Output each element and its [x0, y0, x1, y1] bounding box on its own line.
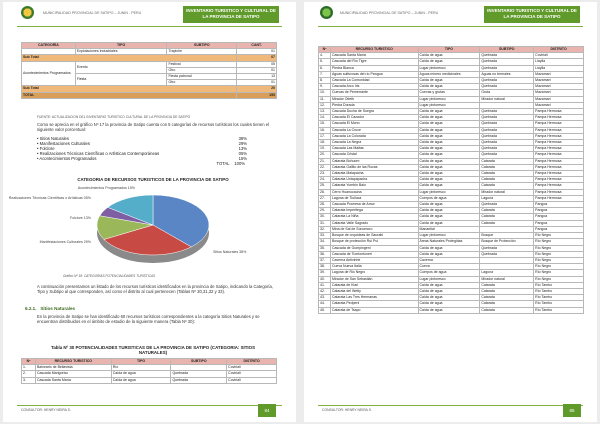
table-cell: Mazamari — [534, 71, 584, 77]
table-cell: Catarata Bohuom — [330, 158, 418, 164]
category-percent-list — [37, 136, 247, 166]
table-cell: Lugar pintoresco — [418, 233, 480, 239]
col-header: TIPO — [111, 359, 171, 365]
table-row — [319, 307, 584, 313]
table-cell: 01 — [237, 80, 277, 86]
table-cell: Catarata — [480, 282, 534, 288]
table-cell: Catarata Yumbin Baio — [330, 183, 418, 189]
table-cell: Cerro Huanucauna — [330, 189, 418, 195]
table-cell: Caída de agua — [418, 282, 480, 288]
table-cell: Catarata — [480, 171, 534, 177]
table-cell: 25. — [319, 183, 331, 189]
table-cell: Caída de agua — [418, 171, 480, 177]
table-cell: Caída de agua — [418, 84, 480, 90]
table-cell: 42. — [319, 288, 331, 294]
table-cell: 9. — [319, 84, 331, 90]
table-cell: Pampa Hermosa — [534, 171, 584, 177]
table-cell: Río Negro — [534, 251, 584, 257]
table-cell: Bosque de Protección — [480, 239, 534, 245]
col-header: CATEGORÍA — [22, 43, 76, 49]
table-cell: Caída de agua — [418, 59, 480, 65]
table-cell: Pangoa — [534, 226, 584, 232]
table-cell: Catarata Valle Sagrado — [330, 220, 418, 226]
table-cell: Caída de agua — [111, 377, 171, 383]
table-cell: Pampa Hermosa — [534, 158, 584, 164]
table-cell: Pangoa — [534, 214, 584, 220]
table-cell: 01 — [237, 49, 277, 55]
table-cell: Catarata — [480, 307, 534, 313]
table-cell: 7. — [319, 71, 331, 77]
col-header: TIPO — [75, 43, 167, 49]
table-cell: Cascada La Comunidad — [330, 78, 418, 84]
table-cell: Mirador natural — [480, 276, 534, 282]
table-cell: 20. — [319, 152, 331, 158]
table-cell: Cascada El Cazador — [330, 115, 418, 121]
table-cell: Catarata del Wetty — [330, 288, 418, 294]
footer-divider — [17, 405, 282, 406]
col-header: Nº — [22, 359, 36, 365]
table-cell: Caída de agua — [418, 53, 480, 59]
table-cell: Quebrada — [480, 59, 534, 65]
natural-sites-table-continued — [318, 46, 584, 314]
table-cell: Quebrada — [480, 53, 534, 59]
col-header: SUBTIPO — [171, 359, 227, 365]
table-cell: Río Tambo — [534, 282, 584, 288]
table-cell: Caída de agua — [418, 127, 480, 133]
table-cell: Cascada del Río Tigre — [330, 59, 418, 65]
table-cell: Lugar pintoresco — [418, 96, 480, 102]
table-cell: Festival — [167, 61, 237, 67]
table-cell: Caída de agua — [418, 295, 480, 301]
page-number: 85 — [563, 404, 581, 417]
table-cell: Laguna — [480, 195, 534, 201]
table-cell: Quebrada — [480, 127, 534, 133]
total-label: TOTAL — [22, 92, 237, 98]
table-cell: 32. — [319, 226, 331, 232]
list-item: • Folclore 13% — [37, 146, 247, 151]
table-cell: Cueva — [418, 264, 480, 270]
table-cell: 37. — [319, 257, 331, 263]
table-cell: Catarata Malapacha — [330, 171, 418, 177]
subtotal-value: 07 — [237, 55, 277, 61]
footer-text: CONSULTOR: HENRY NEIRA S. — [21, 408, 71, 412]
table-cell: Llaylla — [534, 65, 584, 71]
subtotal-value: 20 — [237, 86, 277, 92]
table-cell: 23. — [319, 171, 331, 177]
table-cell: Catarata — [480, 220, 534, 226]
table-cell: Caída de agua — [418, 109, 480, 115]
table-cell: Catarata Imperitega — [330, 208, 418, 214]
pie-slice-label: Manifestaciones Culturales 29% — [39, 240, 91, 244]
table-cell: Pangoa — [534, 208, 584, 214]
table-cell: Piedra Dorada — [330, 102, 418, 108]
table-cell: Catarata de Tsapo — [330, 307, 418, 313]
table-cell: Caída de agua — [418, 183, 480, 189]
table-cell: Quebrada — [480, 245, 534, 251]
table-cell: Piedra Blanca — [330, 65, 418, 71]
table-cell: Cascada El Mono — [330, 121, 418, 127]
tipo-cell: Evento — [75, 61, 167, 73]
table-cell: Catarata La Niña — [330, 214, 418, 220]
chart-title: CATEGORIA DE RECURSOS TURISTICOS DE LA PROVINCIA DE SATIPO — [77, 177, 229, 182]
table-cell: 17. — [319, 133, 331, 139]
table-cell: Mirador natural — [480, 189, 534, 195]
table-cell: 18. — [319, 140, 331, 146]
table-cell: Cascada Ducha de Suegra — [330, 109, 418, 115]
table-cell: Quebrada — [480, 84, 534, 90]
table-cell: Coviriali — [227, 377, 277, 383]
table-cell: Caída de agua — [418, 251, 480, 257]
table-cell: Pampa Hermosa — [534, 127, 584, 133]
table-cell: Río — [111, 365, 171, 371]
table-cell: Caída de agua — [418, 208, 480, 214]
table-cell: Caída de agua — [418, 146, 480, 152]
table-cell: 39. — [319, 270, 331, 276]
municipality-logo — [21, 6, 34, 19]
table-cell: Mina de Sal de Sonomoro — [330, 226, 418, 232]
pie-slice-label: Acontecimientos Programados 15% — [77, 186, 135, 190]
table-cell: Pampa Hermosa — [534, 189, 584, 195]
table-cell: 33. — [319, 233, 331, 239]
table-cell: Gruta — [480, 90, 534, 96]
table-cell: Caída de agua — [418, 245, 480, 251]
table-cell: Río Tambo — [534, 307, 584, 313]
table-cell: Cascada Cristal — [330, 152, 418, 158]
table-cell: Mirador Otieth — [330, 96, 418, 102]
table-cell: 41. — [319, 282, 331, 288]
right-page — [304, 2, 597, 422]
table-cell: 15. — [319, 121, 331, 127]
municipality-logo — [320, 6, 333, 19]
table-cell: Bosque de orquídeas de Saurabi — [330, 233, 418, 239]
table-cell: 34. — [319, 239, 331, 245]
table-cell: Quebrada — [171, 371, 227, 377]
table-cell: 5. — [319, 59, 331, 65]
table-cell: Cascada La Negra — [330, 140, 418, 146]
table-cell: 45. — [319, 307, 331, 313]
pie-slice-label: Realizaciones Técnicas Científicas o Artísticas 05% — [8, 196, 91, 200]
table-cell: Catarata Untapapacha — [330, 177, 418, 183]
table-cell: Otro — [167, 80, 237, 86]
table-cell: Aguas minero medicinales — [418, 71, 480, 77]
table-cell: 24. — [319, 177, 331, 183]
table-cell: Catarata — [480, 301, 534, 307]
table-cell: 44. — [319, 301, 331, 307]
pie-chart — [8, 183, 283, 275]
table-cell: Quebrada — [480, 152, 534, 158]
col-header: DISTRITO — [534, 47, 584, 53]
table-cell: Pangoa — [534, 202, 584, 208]
header-title: INVENTARIO TURISTICO Y CULTURAL DE LA PROVINCIA DE SATIPO — [484, 6, 580, 23]
table-cell: 21. — [319, 158, 331, 164]
table-cell: Aguas no termales — [480, 71, 534, 77]
table-cell: Mazamari — [534, 90, 584, 96]
table-cell: 30. — [319, 214, 331, 220]
table-cell: Catarata — [480, 177, 534, 183]
table-cell: Cascada Las Maltas — [330, 146, 418, 152]
table-cell: 11. — [319, 96, 331, 102]
table-cell: Otro — [167, 67, 237, 73]
table-cell: Cuerpos de agua — [418, 195, 480, 201]
table-cell: Pampa Hermosa — [534, 177, 584, 183]
table-cell: Caída de agua — [418, 220, 480, 226]
table-cell: 13. — [319, 109, 331, 115]
table-cell: 27. — [319, 195, 331, 201]
table-cell: 12. — [319, 102, 331, 108]
table-cell: 36. — [319, 251, 331, 257]
left-page — [3, 2, 296, 422]
table-cell: Caída de agua — [418, 152, 480, 158]
table-cell: Río Tambo — [534, 288, 584, 294]
section-number: 6.2.1. — [25, 306, 37, 311]
table-title: Tabla Nº 30 POTENCIALIDADES TURISTICAS DE LA PROVINCIA DE SATIPO (CATEGORIA: SITIOS NATURALES) — [51, 345, 255, 356]
table-cell: Mazamari — [534, 78, 584, 84]
table-cell: Quebrada — [171, 377, 227, 383]
table-cell: Mazamari — [534, 96, 584, 102]
list-item: • Sitios Naturales 38% — [37, 136, 247, 141]
table-cell: Cascada de Tiontontoneri — [330, 251, 418, 257]
table-cell: 35. — [319, 245, 331, 251]
table-cell: Caída de agua — [418, 288, 480, 294]
table-cell: Río Negro — [534, 276, 584, 282]
table-cell: Caída de agua — [418, 78, 480, 84]
table-cell: Caída de agua — [418, 115, 480, 121]
table-cell: 22. — [319, 164, 331, 170]
table-cell: Mazamari — [534, 102, 584, 108]
table-cell: Caída de agua — [418, 133, 480, 139]
table-cell: Pampa Hermosa — [534, 133, 584, 139]
table-cell: Pampa Hermosa — [534, 109, 584, 115]
table-cell: Catarata — [480, 164, 534, 170]
subtotal-label: Sub Total — [22, 55, 237, 61]
table-cell: 28. — [319, 202, 331, 208]
table-cell: Laguna de Rio Negro — [330, 270, 418, 276]
table-cell: Cascada La Cruce — [330, 127, 418, 133]
table-cell: Catarata Las Tres Hermanas — [330, 295, 418, 301]
table-cell: Áreas Naturales Protegidas — [418, 239, 480, 245]
table-cell: Cuerpos de agua — [418, 270, 480, 276]
table-cell: 13 — [237, 74, 277, 80]
table-cell: Quebrada — [480, 133, 534, 139]
table-cell: 31. — [319, 220, 331, 226]
table-cell: Coviriali — [534, 53, 584, 59]
table-cell: 8. — [319, 78, 331, 84]
footer-divider — [318, 405, 583, 406]
subtotal-label: Sub Total — [22, 86, 237, 92]
table-cell: 19. — [319, 146, 331, 152]
header-divider — [17, 26, 282, 27]
table-cell: Coviriali — [227, 365, 277, 371]
table-cell: Aguas sulfurosas del río Pangoa — [330, 71, 418, 77]
table-cell: Río Negro — [534, 257, 584, 263]
table-cell: Manantial — [418, 226, 480, 232]
footer-text: CONSULTOR: HENRY NEIRA S. — [322, 408, 372, 412]
table-cell: Pangoa — [534, 220, 584, 226]
list-item: • Realizaciones Técnicas Científicas o Artísticas Contemporáneas 05% — [37, 151, 247, 156]
natural-sites-table — [21, 358, 277, 384]
table-cell: 01 — [237, 67, 277, 73]
table-cell: Río Tambo — [534, 301, 584, 307]
table-cell: Quebrada — [480, 202, 534, 208]
table-cell: Lugar pintoresco — [418, 102, 480, 108]
table-cell: Pampa Hermosa — [534, 121, 584, 127]
table-cell: Cascada Santa María — [35, 377, 111, 383]
table-cell: Catarata — [480, 158, 534, 164]
table-cell: Pampa Hermosa — [534, 152, 584, 158]
page-number: 84 — [258, 404, 276, 417]
table-cell: Caída de agua — [418, 214, 480, 220]
table-cell: 43. — [319, 295, 331, 301]
table-cell: Trapiche — [167, 49, 237, 55]
table-cell: Catarata Gallito de las Rocas — [330, 164, 418, 170]
table-cell: Catarata — [480, 208, 534, 214]
table-cell: Cascada Arco Iris — [330, 84, 418, 90]
table-cell: Llaylla — [534, 59, 584, 65]
table-cell: Cascada de Gumpingeni — [330, 245, 418, 251]
table-cell: Fiesta patronal — [167, 74, 237, 80]
total-row — [22, 92, 277, 98]
table-cell: Catarata — [480, 214, 534, 220]
table-cell: 2. — [22, 371, 36, 377]
category-cell: Acontecimientos Programados — [22, 61, 76, 86]
col-header: SUBTIPO — [480, 47, 534, 53]
table-source: FUENTE: ACTUALIZACION DEL INVENTARIO TURISTICO CULTURAL DE LA PROVINCIA DE SATIPO — [37, 115, 191, 119]
table-cell: Quebrada — [480, 146, 534, 152]
table-cell: Catarata — [480, 288, 534, 294]
list-total: TOTAL 100% — [216, 161, 245, 166]
table-cell: Caída de agua — [111, 371, 171, 377]
table-cell: Bosque de protección Rui Pui — [330, 239, 418, 245]
table-cell: Río Negro — [534, 239, 584, 245]
table-cell: Pampa Hermosa — [534, 115, 584, 121]
category-summary-table — [21, 42, 277, 99]
table-cell: Lugar pintoresco — [418, 276, 480, 282]
table-cell: 1. — [22, 365, 36, 371]
table-cell: Cueva Nueva Italia — [330, 264, 418, 270]
table-cell: Cascada Santa María — [330, 53, 418, 59]
table-cell: 4. — [319, 53, 331, 59]
table-cell: Caída de agua — [418, 307, 480, 313]
table-cell: Caída de agua — [418, 121, 480, 127]
col-header: RECURSO TURISTICO — [330, 47, 418, 53]
table-cell: Quebrada — [480, 65, 534, 71]
table-cell: 26. — [319, 189, 331, 195]
table-cell: Río Negro — [534, 245, 584, 251]
table-cell: Coviriali — [227, 371, 277, 377]
table-cell: Pampa Hermosa — [534, 164, 584, 170]
table-cell: Lugar pintoresco — [418, 189, 480, 195]
table-cell: Quebrada — [480, 115, 534, 121]
table-cell: Pampa Hermosa — [534, 146, 584, 152]
pie-slice-label: Folclore 13% — [70, 216, 91, 220]
table-cell: 16. — [319, 127, 331, 133]
table-cell: Caída de agua — [418, 158, 480, 164]
table-cell: 14. — [319, 115, 331, 121]
table-cell: Explotaciones Industriales — [75, 49, 167, 55]
table-cell: Quebrada — [480, 140, 534, 146]
table-cell: Quebrada — [480, 109, 534, 115]
table-cell: Río Negro — [534, 233, 584, 239]
header-text: MUNICIPALIDAD PROVINCIAL DE SATIPO – JUNIN - PERU — [340, 11, 439, 15]
table-cell: 38. — [319, 264, 331, 270]
table-cell: Quebrada — [480, 78, 534, 84]
header-text: MUNICIPALIDAD PROVINCIAL DE SATIPO – JUNIN - PERU — [43, 11, 142, 15]
pie-slice-label: Sitios Naturales 38% — [213, 250, 247, 254]
table-cell: Pampa Hermosa — [534, 183, 584, 189]
table-cell: 3. — [22, 377, 36, 383]
table-cell: Balneario de Bellavista — [35, 365, 111, 371]
section-heading — [25, 306, 75, 311]
table-cell: Cascada Marigoriso — [35, 371, 111, 377]
col-header: RECURSO TURISTICO — [35, 359, 111, 365]
table-cell: Cascada Promesa de Amor — [330, 202, 418, 208]
table-cell: Río Negro — [534, 264, 584, 270]
table-cell: Cuevas de Pemerrante — [330, 90, 418, 96]
chart-caption: Gráfico Nº 18: CATEGORIAS POTENCIALIDADES TURISTICAS — [63, 274, 156, 278]
table-row — [22, 377, 277, 383]
total-value: 153 — [237, 92, 277, 98]
table-cell: Mirador natural — [480, 96, 534, 102]
header-title: INVENTARIO TURISTICO Y CULTURAL DE LA PROVINCIA DE SATIPO — [183, 6, 279, 23]
table-cell: Río Tambo — [534, 295, 584, 301]
listing-paragraph: A continuación presentamos un listado de los recursos turísticos identificados en la provincia de Satipo, indicando la Categoría, Tipo y Subtipo al que corresponden, así como el distrito al cual pertenecen (Tablas Nº 30,31,32 y 33). — [37, 284, 274, 295]
table-cell: Caída de agua — [418, 140, 480, 146]
table-cell: Laguna — [480, 270, 534, 276]
table-cell: Laguna de Tiulluca — [330, 195, 418, 201]
table-cell: 29. — [319, 208, 331, 214]
col-header: SUBTIPO — [167, 43, 237, 49]
table-cell: Pampa Hermosa — [534, 195, 584, 201]
table-cell: Catarata de Kiari — [330, 282, 418, 288]
table-cell: Río Negro — [534, 270, 584, 276]
col-header: TIPO — [418, 47, 480, 53]
table-cell: Cuevas y grutas — [418, 90, 480, 96]
table-cell: Mazamari — [534, 84, 584, 90]
table-cell: 6. — [319, 65, 331, 71]
tipo-cell: Fiesta — [75, 74, 167, 86]
header-divider — [318, 26, 583, 27]
table-cell: 05 — [237, 61, 277, 67]
table-cell: Caída de agua — [418, 301, 480, 307]
table-cell: Caverna — [418, 257, 480, 263]
table-cell: Quebrada — [480, 251, 534, 257]
table-cell: Mirador de San Sebastián — [330, 276, 418, 282]
table-cell: Pampa Hermosa — [534, 140, 584, 146]
table-cell: Caída de agua — [418, 164, 480, 170]
table-cell: Caída de agua — [418, 177, 480, 183]
list-item: • Manifestaciones Culturales 29% — [37, 141, 247, 146]
table-cell: Catarata — [480, 295, 534, 301]
section-title: Sitios Naturales — [40, 306, 76, 311]
section-paragraph: En la provincia de Satipo se han identificado 60 recursos turísticos correspondientes a la categoría Sitios Naturales y se encuentran distribuidos en el ámbito de estudio de la siguiente manera (Tabla Nº 30): — [37, 314, 260, 325]
table-cell: Quebrada — [480, 121, 534, 127]
table-cell: 10. — [319, 90, 331, 96]
list-item: • Acontecimientos Programados 15% — [37, 156, 247, 161]
table-cell: Caída de agua — [418, 202, 480, 208]
intro-paragraph: Como se aprecia en el gráfico Nº 17 la provincia de Satipo cuenta con 5 categorías de recursos turísticos los cuales tienen el siguiente valor porcentual: — [37, 122, 269, 133]
col-header: Nº — [319, 47, 331, 53]
table-cell: Catarata — [480, 183, 534, 189]
table-cell: Catarata Pedpeni — [330, 301, 418, 307]
col-header: CANT. — [237, 43, 277, 49]
col-header: DISTRITO — [227, 359, 277, 365]
table-cell: 40. — [319, 276, 331, 282]
table-cell: Lugar pintoresco — [418, 65, 480, 71]
table-cell: Bosque — [480, 233, 534, 239]
table-cell: Cascada La Colorada — [330, 133, 418, 139]
table-cell: Caverna Antiviririe — [330, 257, 418, 263]
